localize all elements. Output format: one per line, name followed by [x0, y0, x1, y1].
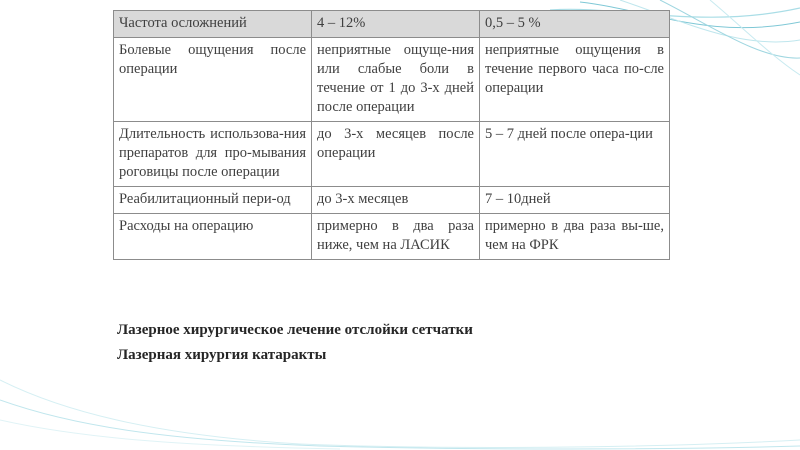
table-cell: Болевые ощущения после операции: [114, 38, 312, 122]
table-cell: 7 – 10дней: [480, 187, 670, 214]
section-heading: Лазерная хирургия катаракты: [117, 347, 327, 363]
table-cell: неприятные ощущения в течение первого часа по-сле операции: [480, 38, 670, 122]
table-row: [114, 122, 670, 187]
table-row: [114, 214, 670, 260]
table-cell: 0,5 – 5 %: [480, 11, 670, 38]
table-cell: примерно в два раза вы-ше, чем на ФРК: [480, 214, 670, 260]
table-cell: примерно в два раза ниже, чем на ЛАСИК: [312, 214, 480, 260]
table-cell: до 3-х месяцев: [312, 187, 480, 214]
section-heading: Лазерное хирургическое лечение отслойки сетчатки: [117, 322, 473, 338]
table-cell: 4 – 12%: [312, 11, 480, 38]
table-cell: Реабилитационный пери-од: [114, 187, 312, 214]
table-cell: до 3-х месяцев после операции: [312, 122, 480, 187]
table-cell: Частота осложнений: [114, 11, 312, 38]
table-row: [114, 38, 670, 122]
table-row: [114, 187, 670, 214]
table-cell: Длительность использова-ния препаратов для про-мывания роговицы после операции: [114, 122, 312, 187]
table-cell: 5 – 7 дней после опера-ции: [480, 122, 670, 187]
table-cell: неприятные ощуще-ния или слабые боли в течение от 1 до 3-х дней после операции: [312, 38, 480, 122]
comparison-table: [113, 10, 670, 260]
table-cell: Расходы на операцию: [114, 214, 312, 260]
table-header-row: [114, 11, 670, 38]
